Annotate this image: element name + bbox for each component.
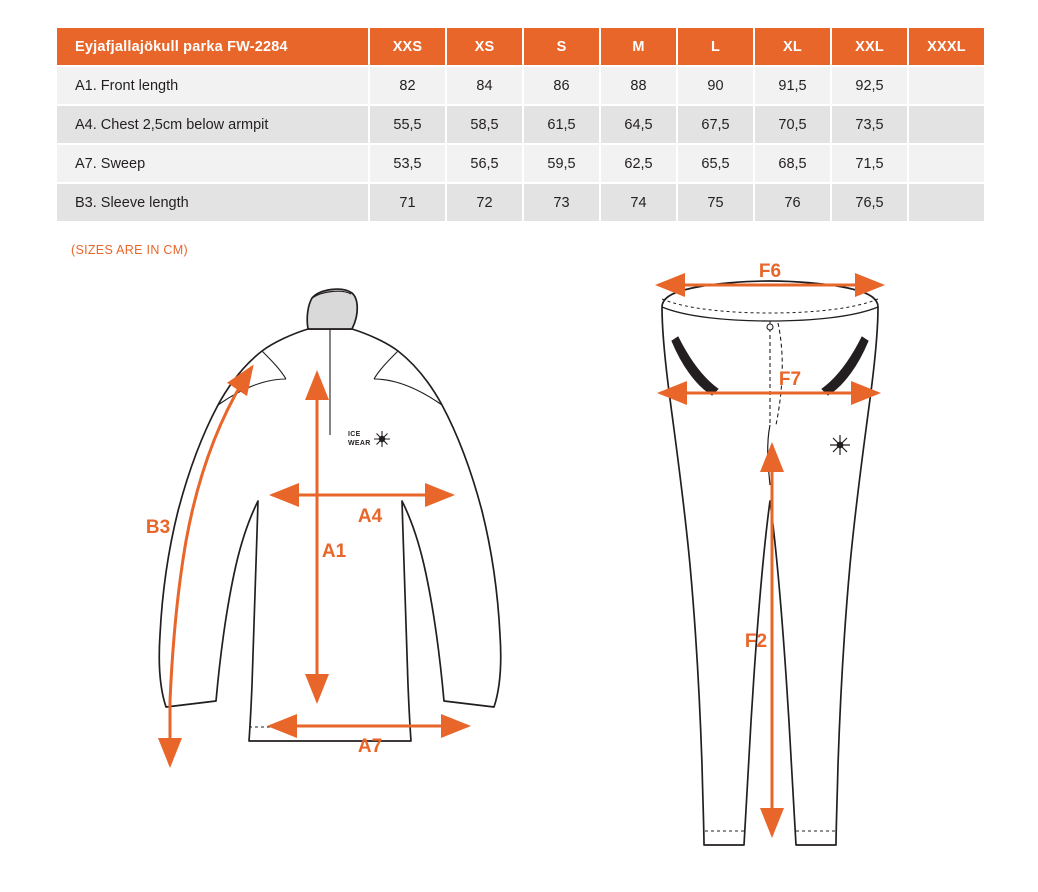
measure-label-a4: A4. Chest 2,5cm below armpit xyxy=(56,105,369,144)
cell-b3-xs: 72 xyxy=(446,183,523,222)
table-row xyxy=(56,183,985,222)
units-note: (SIZES ARE IN CM) xyxy=(71,243,188,257)
size-header-s: S xyxy=(523,27,600,66)
collar xyxy=(307,289,357,329)
cell-b3-xxxl xyxy=(908,183,985,222)
cell-a4-xxs: 55,5 xyxy=(369,105,446,144)
table-row xyxy=(56,105,985,144)
cell-a4-s: 61,5 xyxy=(523,105,600,144)
size-chart-table xyxy=(55,26,986,223)
product-name-header: Eyjafjallajökull parka FW-2284 xyxy=(56,27,369,66)
sweep-label: A7 xyxy=(357,736,383,757)
cell-b3-m: 74 xyxy=(600,183,677,222)
bottom-garment-figure xyxy=(600,261,940,885)
cell-a7-m: 62,5 xyxy=(600,144,677,183)
inseam-label: F2 xyxy=(744,631,768,652)
table-row xyxy=(56,66,985,105)
cell-a4-l: 67,5 xyxy=(677,105,754,144)
cell-a1-xxxl xyxy=(908,66,985,105)
size-chart-body xyxy=(56,66,985,222)
cell-a1-xxs: 82 xyxy=(369,66,446,105)
cell-a4-xs: 58,5 xyxy=(446,105,523,144)
cell-a7-xs: 56,5 xyxy=(446,144,523,183)
size-header-xl: XL xyxy=(754,27,831,66)
cell-a1-l: 90 xyxy=(677,66,754,105)
cell-a4-xxl: 73,5 xyxy=(831,105,908,144)
measure-label-a1: A1. Front length xyxy=(56,66,369,105)
size-chart-head xyxy=(56,27,985,66)
cell-b3-s: 73 xyxy=(523,183,600,222)
cell-b3-xxl: 76,5 xyxy=(831,183,908,222)
illustrations xyxy=(0,261,1038,885)
measure-label-a7: A7. Sweep xyxy=(56,144,369,183)
cell-a1-xs: 84 xyxy=(446,66,523,105)
cell-a4-xxxl xyxy=(908,105,985,144)
cell-a7-xxs: 53,5 xyxy=(369,144,446,183)
svg-text:WEAR: WEAR xyxy=(348,440,371,447)
table-header-row xyxy=(56,27,985,66)
cell-b3-xxs: 71 xyxy=(369,183,446,222)
snowflake-icon xyxy=(830,435,850,455)
cell-a7-xxl: 71,5 xyxy=(831,144,908,183)
size-header-xs: XS xyxy=(446,27,523,66)
cell-a1-xxl: 92,5 xyxy=(831,66,908,105)
size-header-m: M xyxy=(600,27,677,66)
size-header-xxl: XXL xyxy=(831,27,908,66)
top-garment-figure xyxy=(120,265,540,885)
trousers-svg xyxy=(600,261,940,885)
cell-a7-s: 59,5 xyxy=(523,144,600,183)
cell-a1-s: 86 xyxy=(523,66,600,105)
cell-a7-l: 65,5 xyxy=(677,144,754,183)
waist-label: F6 xyxy=(758,261,782,282)
size-chart-table-wrapper xyxy=(55,26,985,223)
size-header-l: L xyxy=(677,27,754,66)
cell-b3-l: 75 xyxy=(677,183,754,222)
cell-b3-xl: 76 xyxy=(754,183,831,222)
chest-label: A4 xyxy=(357,506,383,527)
svg-text:ICE: ICE xyxy=(348,431,361,438)
front-length-label: A1 xyxy=(321,541,347,562)
sleeve-length-label: B3 xyxy=(145,517,171,538)
cell-a4-m: 64,5 xyxy=(600,105,677,144)
size-header-xxs: XXS xyxy=(369,27,446,66)
cell-a7-xl: 68,5 xyxy=(754,144,831,183)
cell-a4-xl: 70,5 xyxy=(754,105,831,144)
cell-a1-xl: 91,5 xyxy=(754,66,831,105)
top-garment-svg xyxy=(120,265,540,885)
table-row xyxy=(56,144,985,183)
hip-label: F7 xyxy=(778,369,802,390)
measure-label-b3: B3. Sleeve length xyxy=(56,183,369,222)
cell-a1-m: 88 xyxy=(600,66,677,105)
size-header-xxxl: XXXL xyxy=(908,27,985,66)
cell-a7-xxxl xyxy=(908,144,985,183)
